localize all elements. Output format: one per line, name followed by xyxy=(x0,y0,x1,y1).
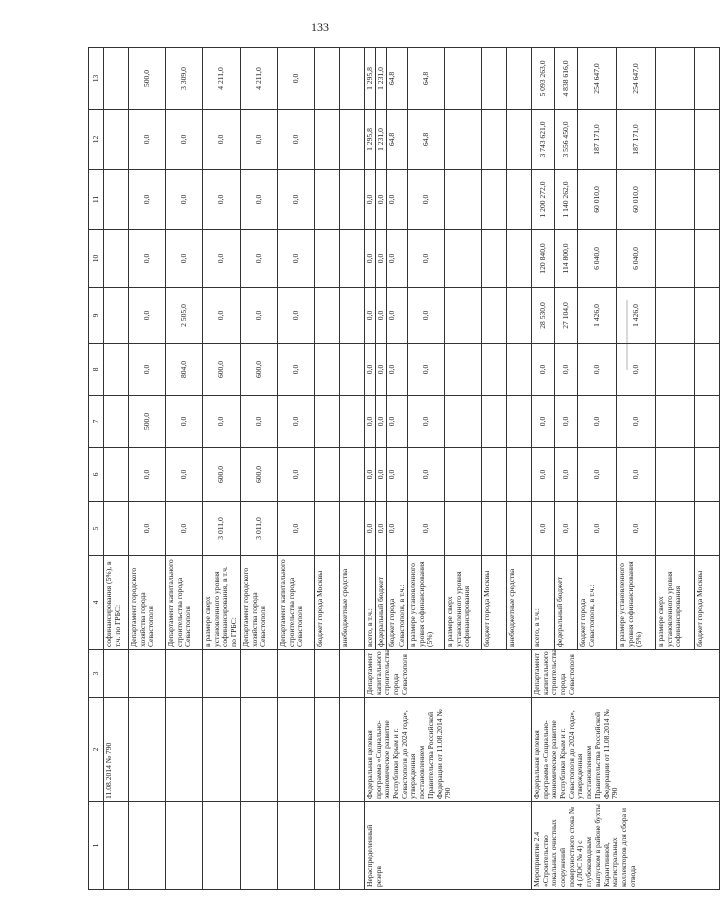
cell-value: 804,0 xyxy=(166,344,203,396)
cell-value: 0,0 xyxy=(277,288,314,344)
cell-value xyxy=(481,110,506,170)
budget-table xyxy=(88,47,720,890)
cell-value xyxy=(104,448,129,502)
cell-value: 3 743 621,0 xyxy=(531,110,554,170)
cell-funding-source: Департамент капитального строительства города Севастополя xyxy=(166,556,203,650)
cell-value xyxy=(481,288,506,344)
reserve-title: Нераспределенный резерв xyxy=(364,802,531,890)
cell-value: 0,0 xyxy=(129,230,166,288)
cell-value xyxy=(444,396,481,448)
cell-value: 4 838 616,0 xyxy=(554,48,577,110)
cell-value: 0,0 xyxy=(577,344,616,396)
cell-value xyxy=(481,448,506,502)
cell-value xyxy=(104,288,129,344)
column-header: 3 xyxy=(89,650,104,698)
cell-value: 0,0 xyxy=(616,448,655,502)
cell-value xyxy=(104,344,129,396)
cell-value xyxy=(655,448,694,502)
column-header: 10 xyxy=(89,230,104,288)
cell-col2 xyxy=(314,698,339,802)
cell-value xyxy=(104,170,129,230)
cell-value xyxy=(694,230,719,288)
cell-col1 xyxy=(339,802,364,890)
value-line: 0,0 xyxy=(376,448,387,501)
cell-value: 0,0 xyxy=(407,502,444,556)
value-line: 0,0 xyxy=(376,396,387,447)
cell-value: 0,0 xyxy=(277,448,314,502)
cell-value: 0,0 xyxy=(129,344,166,396)
value-line: 1 231,0 xyxy=(376,110,387,169)
cell-funding-source: Департамент капитального строительства города Севастополя xyxy=(277,556,314,650)
cell-value xyxy=(314,448,339,502)
table-row xyxy=(277,48,314,890)
cell-value: 0,0 xyxy=(407,288,444,344)
cell-value: 1 426,0 xyxy=(577,288,616,344)
cell-value: 0,0 xyxy=(129,502,166,556)
column-header: 7 xyxy=(89,396,104,448)
cell-col3 xyxy=(277,650,314,698)
header-row xyxy=(89,48,104,890)
value-line: 0,0 xyxy=(386,469,396,480)
table-row xyxy=(129,48,166,890)
cell-value xyxy=(444,170,481,230)
cell-value: 0,0 xyxy=(277,502,314,556)
cell-value xyxy=(506,448,531,502)
value-line: 0,0 xyxy=(376,502,387,555)
cell-value xyxy=(694,448,719,502)
cell-col2: 11.08.2014 № 790 xyxy=(104,698,129,802)
cell-funding-source: софинансирования (5%), в т.ч. по ГРБС: xyxy=(104,556,129,650)
cell-value: 0,0 xyxy=(129,448,166,502)
cell-value xyxy=(339,448,364,502)
cell-value: 500,0 xyxy=(129,396,166,448)
cell-col1 xyxy=(203,802,241,890)
cell-value xyxy=(314,502,339,556)
cell-value: 6 040,0 xyxy=(577,230,616,288)
cell-value xyxy=(444,48,481,110)
funding-source-line: федеральный бюджет xyxy=(376,556,387,649)
column-header: 5 xyxy=(89,502,104,556)
cell-value xyxy=(655,230,694,288)
column-header: 6 xyxy=(89,448,104,502)
cell-value: 600,0 xyxy=(203,448,241,502)
cell-value xyxy=(444,230,481,288)
cell-value: 0,0 xyxy=(407,344,444,396)
cell-value: 0,0 xyxy=(277,344,314,396)
cell-value xyxy=(655,170,694,230)
cell-col3 xyxy=(203,650,241,698)
cell-value xyxy=(481,170,506,230)
cell-col1 xyxy=(129,802,166,890)
cell-value xyxy=(655,396,694,448)
value-line: 1 295,8 xyxy=(365,48,376,109)
cell-value: 0,0 xyxy=(166,230,203,288)
cell-funding-source: в размере установленного уровня софинансирования (5%) xyxy=(407,556,444,650)
cell-col1 xyxy=(104,802,129,890)
value-line: 0,0 xyxy=(365,230,376,287)
cell-value xyxy=(694,110,719,170)
cell-col1 xyxy=(166,802,203,890)
cell-value xyxy=(314,48,339,110)
cell-value: 0,0 xyxy=(577,502,616,556)
cell-value: 0,0 xyxy=(129,170,166,230)
cell-value: 0,0 xyxy=(554,396,577,448)
cell-value: 600,0 xyxy=(240,448,277,502)
cell-value: 254 647,0 xyxy=(577,48,616,110)
cell-value xyxy=(444,344,481,396)
cell-value: 187 171,0 xyxy=(577,110,616,170)
cell-value xyxy=(481,344,506,396)
reserve-responsible: Департамент капитального строительства города Севастополя xyxy=(364,650,531,698)
column-header: 4 xyxy=(89,556,104,650)
cell-value: 0,0 xyxy=(554,344,577,396)
cell-value: 0,0 xyxy=(554,502,577,556)
cell-value: 0,0 xyxy=(577,448,616,502)
cell-value: 2 505,0 xyxy=(166,288,203,344)
cell-value: 0,0 xyxy=(407,230,444,288)
value-line: 0,0 xyxy=(376,230,387,287)
cell-value xyxy=(481,396,506,448)
cell-col3 xyxy=(339,650,364,698)
cell-value: 0,0 xyxy=(166,170,203,230)
value-line: 0,0 xyxy=(386,194,396,205)
cell-value: 3 309,0 xyxy=(166,48,203,110)
value-line: 0,0 xyxy=(365,344,376,395)
cell-value: 5 093 263,0 xyxy=(531,48,554,110)
cell-col1 xyxy=(277,802,314,890)
cell-value: 0,0 xyxy=(240,170,277,230)
cell-value: 187 171,0 xyxy=(616,110,655,170)
cell-value: 0,0 xyxy=(240,110,277,170)
table-row xyxy=(314,48,339,890)
cell-value: 120 840,0 xyxy=(531,230,554,288)
table-row xyxy=(339,48,364,890)
cell-value xyxy=(506,344,531,396)
cell-value xyxy=(339,110,364,170)
cell-value: 6 040,0 xyxy=(616,230,655,288)
cell-value xyxy=(444,502,481,556)
cell-value xyxy=(481,230,506,288)
reserve-program: Федеральная целевая программа «Социально-экономическое развитие Республики Крым и г. Севастополя до 2024 года», утвержденная постановлением Правительства Российской Федерации от 11.08.2014 № 790 xyxy=(364,698,531,802)
cell-funding-source: в размере сверх установленного уровня софинансирования xyxy=(655,556,694,650)
event-title: Мероприятие 2.4 «Строительство локальных очистных сооружений поверхностного стока № 4 (ЛОС № 4) с глубоководным выпуском в районе бухты Карантинной, магистральных коллекторов для сбора и отвода xyxy=(531,802,719,890)
cell-value xyxy=(506,502,531,556)
cell-value xyxy=(339,170,364,230)
cell-col1 xyxy=(314,802,339,890)
reserve-values xyxy=(364,396,407,448)
cell-value xyxy=(481,48,506,110)
table-row xyxy=(104,48,129,890)
cell-value: 600,0 xyxy=(203,344,241,396)
cell-value: 0,0 xyxy=(616,502,655,556)
cell-value xyxy=(694,48,719,110)
cell-value: 3 011,0 xyxy=(203,502,241,556)
cell-value xyxy=(314,230,339,288)
cell-funding-source: федеральный бюджет xyxy=(554,556,577,650)
funding-source-line: бюджет города Севастополя, в т.ч.: xyxy=(386,584,406,647)
cell-funding-source: внебюджетные средства xyxy=(506,556,531,650)
cell-value: 0,0 xyxy=(277,230,314,288)
cell-col2 xyxy=(129,698,166,802)
column-header: 13 xyxy=(89,48,104,110)
reserve-values xyxy=(364,448,407,502)
value-line: 0,0 xyxy=(386,253,396,264)
cell-value: 0,0 xyxy=(531,396,554,448)
cell-col2 xyxy=(203,698,241,802)
cell-value xyxy=(339,396,364,448)
cell-value: 0,0 xyxy=(277,396,314,448)
column-header: 12 xyxy=(89,110,104,170)
cell-value: 0,0 xyxy=(166,396,203,448)
cell-value: 64,8 xyxy=(407,48,444,110)
cell-value xyxy=(104,502,129,556)
value-line: 0,0 xyxy=(365,396,376,447)
cell-funding-source: в размере установленного уровня софинансирования (5%) xyxy=(616,556,655,650)
cell-value xyxy=(314,288,339,344)
cell-value xyxy=(655,502,694,556)
cell-value xyxy=(444,448,481,502)
cell-value xyxy=(694,288,719,344)
cell-value xyxy=(506,230,531,288)
cell-value: 0,0 xyxy=(531,344,554,396)
reserve-funding-lines xyxy=(364,556,407,650)
cell-value: 0,0 xyxy=(129,288,166,344)
value-line: 0,0 xyxy=(376,170,387,229)
cell-value xyxy=(339,344,364,396)
column-header: 11 xyxy=(89,170,104,230)
reserve-values xyxy=(364,288,407,344)
cell-value: 254 647,0 xyxy=(616,48,655,110)
value-line: 64,8 xyxy=(386,132,396,147)
cell-funding-source: в размере сверх установленного уровня софинансирования, в т.ч. по ГРБС: xyxy=(203,556,241,650)
reserve-values xyxy=(364,230,407,288)
cell-value xyxy=(104,396,129,448)
cell-value xyxy=(314,110,339,170)
cell-value: 0,0 xyxy=(166,502,203,556)
cell-value xyxy=(506,170,531,230)
cell-value xyxy=(339,48,364,110)
cell-funding-source: в размере сверх установленного уровня софинансирования xyxy=(444,556,481,650)
rotated-table-container xyxy=(88,48,704,890)
cell-col3 xyxy=(129,650,166,698)
cell-value: 114 800,0 xyxy=(554,230,577,288)
cell-value: 0,0 xyxy=(531,448,554,502)
value-line: 64,8 xyxy=(386,71,396,86)
cell-value xyxy=(339,288,364,344)
cell-value: 0,0 xyxy=(203,230,241,288)
cell-value xyxy=(104,48,129,110)
cell-value: 0,0 xyxy=(166,110,203,170)
cell-value: 0,0 xyxy=(240,230,277,288)
cell-value xyxy=(444,110,481,170)
cell-value: 500,0 xyxy=(129,48,166,110)
cell-value: 0,0 xyxy=(554,448,577,502)
cell-col3 xyxy=(240,650,277,698)
cell-value: 0,0 xyxy=(166,448,203,502)
reserve-values xyxy=(364,110,407,170)
event-responsible: Департамент капитального строительства города Севастополя xyxy=(531,650,719,698)
cell-value xyxy=(506,48,531,110)
funding-source-line: всего, в т.ч.: xyxy=(365,556,376,649)
cell-value xyxy=(655,344,694,396)
table-row xyxy=(240,48,277,890)
cell-funding-source: внебюджетные средства xyxy=(339,556,364,650)
value-line: 0,0 xyxy=(365,502,376,555)
cell-value xyxy=(506,288,531,344)
cell-value: 0,0 xyxy=(203,288,241,344)
cell-value: 1 140 262,0 xyxy=(554,170,577,230)
table-row xyxy=(203,48,241,890)
cell-value xyxy=(655,288,694,344)
cell-value: 0,0 xyxy=(616,396,655,448)
cell-funding-source: бюджет города Москвы xyxy=(314,556,339,650)
value-line: 0,0 xyxy=(386,364,396,375)
cell-value: 0,0 xyxy=(240,288,277,344)
cell-value: 27 104,0 xyxy=(554,288,577,344)
cell-funding-source: всего, в т.ч.: xyxy=(531,556,554,650)
cell-value: 1 200 272,0 xyxy=(531,170,554,230)
cell-value: 0,0 xyxy=(203,110,241,170)
cell-value xyxy=(104,110,129,170)
cell-col2 xyxy=(240,698,277,802)
cell-value xyxy=(694,344,719,396)
cell-value: 4 211,0 xyxy=(240,48,277,110)
cell-value: 0,0 xyxy=(277,170,314,230)
cell-value: 60 010,0 xyxy=(577,170,616,230)
cell-value xyxy=(339,230,364,288)
cell-col3 xyxy=(314,650,339,698)
cell-col1 xyxy=(240,802,277,890)
value-line: 0,0 xyxy=(365,288,376,343)
cell-value: 3 556 450,0 xyxy=(554,110,577,170)
cell-value: 0,0 xyxy=(616,344,655,396)
cell-value: 1 426,0 xyxy=(616,288,655,344)
cell-col2 xyxy=(277,698,314,802)
reserve-values xyxy=(364,170,407,230)
cell-value: 600,0 xyxy=(240,344,277,396)
reserve-values xyxy=(364,344,407,396)
page-number: 133 xyxy=(311,20,329,34)
value-line: 0,0 xyxy=(376,344,387,395)
cell-value xyxy=(655,110,694,170)
cell-value: 64,8 xyxy=(407,110,444,170)
cell-col2 xyxy=(339,698,364,802)
cell-value xyxy=(314,396,339,448)
cell-value: 0,0 xyxy=(577,396,616,448)
event-program: Федеральная целевая программа «Социально-экономическое развитие Республики Крым и г. Севастополя до 2024 года», утвержденная постановлением Правительства Российской Федерации от 11.08.2014 № 790 xyxy=(531,698,719,802)
cell-value: 4 211,0 xyxy=(203,48,241,110)
cell-value: 0,0 xyxy=(240,396,277,448)
cell-funding-source: Департамент городского хозяйства города Севастополя xyxy=(240,556,277,650)
cell-value xyxy=(444,288,481,344)
cell-value: 28 530,0 xyxy=(531,288,554,344)
cell-value: 0,0 xyxy=(277,48,314,110)
cell-value xyxy=(481,502,506,556)
cell-funding-source: Департамент городского хозяйства города Севастополя xyxy=(129,556,166,650)
cell-value: 0,0 xyxy=(407,448,444,502)
cell-value: 0,0 xyxy=(407,396,444,448)
cell-value: 0,0 xyxy=(203,396,241,448)
cell-value xyxy=(314,344,339,396)
cell-value xyxy=(655,48,694,110)
cell-value: 0,0 xyxy=(277,110,314,170)
cell-value: 0,0 xyxy=(407,170,444,230)
column-header: 8 xyxy=(89,344,104,396)
cell-col3 xyxy=(104,650,129,698)
cell-value: 0,0 xyxy=(203,170,241,230)
cell-value: 3 011,0 xyxy=(240,502,277,556)
table-row xyxy=(166,48,203,890)
cell-funding-source: бюджет города Москвы xyxy=(694,556,719,650)
column-header: 9 xyxy=(89,288,104,344)
value-line: 1 295,8 xyxy=(365,110,376,169)
reserve-row xyxy=(364,48,407,890)
cell-value xyxy=(339,502,364,556)
cell-value: 60 010,0 xyxy=(616,170,655,230)
column-header: 2 xyxy=(89,698,104,802)
cell-value xyxy=(314,170,339,230)
cell-value xyxy=(694,396,719,448)
column-header: 1 xyxy=(89,802,104,890)
reserve-values xyxy=(364,502,407,556)
cell-funding-source: бюджет города Севастополя, в т.ч.: xyxy=(577,556,616,650)
cell-col2 xyxy=(166,698,203,802)
cell-col3 xyxy=(166,650,203,698)
value-line: 0,0 xyxy=(386,523,396,534)
cell-value: 0,0 xyxy=(531,502,554,556)
cell-value xyxy=(506,110,531,170)
cell-value xyxy=(506,396,531,448)
value-line: 0,0 xyxy=(365,170,376,229)
value-line: 1 231,0 xyxy=(376,48,387,109)
reserve-values xyxy=(364,48,407,110)
value-line: 0,0 xyxy=(386,416,396,427)
value-line: 0,0 xyxy=(376,288,387,343)
cell-value xyxy=(104,230,129,288)
value-line: 0,0 xyxy=(365,448,376,501)
cell-value: 0,0 xyxy=(129,110,166,170)
cell-funding-source: бюджет города Москвы xyxy=(481,556,506,650)
value-line: 0,0 xyxy=(386,310,396,321)
cell-value xyxy=(694,502,719,556)
cell-value xyxy=(694,170,719,230)
event-row xyxy=(531,48,554,890)
